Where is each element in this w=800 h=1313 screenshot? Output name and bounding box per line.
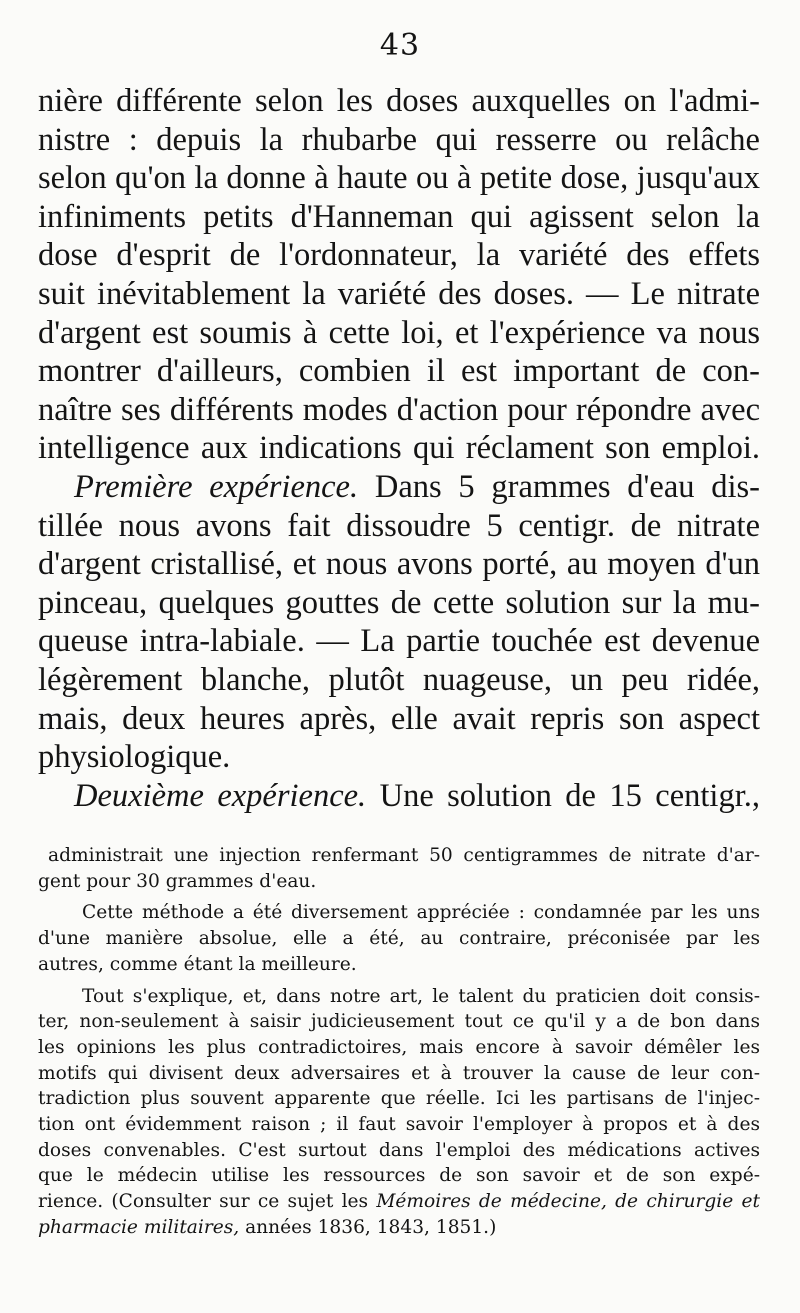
experience-2-first-line-rest: Une solution de 15 centigr., [366, 777, 760, 814]
footnotes [38, 843, 760, 1247]
text-line: physiologique. [38, 739, 231, 776]
text-line: légèrement blanche, plutôt nuageuse, un peu ridée, [38, 661, 760, 698]
text-line: queuse intra-labiale. — La partie touchée est devenue [38, 623, 760, 660]
experience-1-first-line [38, 468, 760, 507]
footnote-line: motifs qui divisent deux adversaires et à trouver la cause de leur con- [38, 1062, 760, 1084]
text-line: tillée nous avons fait dissoudre 5 centigr. de nitrate [38, 507, 760, 544]
footnote-text: rience. (Consulter sur ce sujet les [38, 1191, 377, 1213]
text-line: infiniments petits d'Hanneman qui agissent selon la [38, 198, 760, 235]
footnote-line: ter, non-seulement à saisir judicieusement tout ce qu'il y a de bon dans [38, 1011, 760, 1033]
footnote-paragraph [38, 900, 760, 977]
footnote-line: Cette méthode a été diversement appréciée : condamnée par les uns [82, 902, 760, 924]
footnote-line: administrait une injection renfermant 50 centigrammes de nitrate d'ar- [48, 845, 760, 866]
text-line: pinceau, quelques gouttes de cette solution sur la mu- [38, 584, 760, 621]
experience-1-heading: Première expérience. [74, 468, 359, 505]
footnote-citation-title: Mémoires de médecine, de chirurgie et [376, 1191, 761, 1213]
footnote-citation-title-cont: pharmacie militaires, [38, 1216, 240, 1238]
text-line: selon qu'on la donne à haute ou à petite dose, jusqu'aux [38, 160, 760, 197]
footnote-line: doses convenables. C'est surtout dans l'emploi des médications actives [38, 1139, 760, 1161]
text-line: d'argent est soumis à cette loi, et l'expérience va nous [38, 314, 760, 351]
text-line: dose d'esprit de l'ordonnateur, la variété des effets [38, 237, 760, 274]
text-line: montrer d'ailleurs, combien il est important de con- [38, 353, 760, 390]
footnote-line [38, 1215, 760, 1241]
text-line: intelligence aux indications qui réclament son emploi. [38, 430, 760, 467]
experience-2-heading: Deuxième expérience. [74, 777, 367, 814]
text-line: nière différente selon les doses auxquelles on l'admi- [38, 83, 760, 119]
experience-1-first-line-rest: Dans 5 grammes d'eau dis- [358, 468, 760, 505]
footnote-line: que le médecin utilise les ressources de son savoir et de son expé- [38, 1165, 760, 1187]
footnote-line [38, 1189, 760, 1215]
footnote-paragraph [38, 984, 760, 1241]
page-number: 43 [379, 28, 421, 63]
footnote-line: tradiction plus souvent apparente que réelle. Ici les partisans de l'injec- [38, 1088, 760, 1110]
text-line: d'argent cristallisé, et nous avons porté, au moyen d'un [38, 546, 760, 583]
text-line: suit inévitablement la variété des doses. — Le nitrate [38, 275, 760, 312]
footnote-paragraph [38, 843, 760, 894]
footnote-line: Tout s'explique, et, dans notre art, le talent du praticien doit consis- [82, 985, 760, 1007]
footnote-citation-years: années 1836, 1843, 1851.) [239, 1216, 497, 1238]
footnote-line: d'une manière absolue, elle a été, au contraire, préconisée par les [38, 928, 760, 950]
experience-2-first-line [38, 777, 760, 816]
text-line: naître ses différents modes d'action pour répondre avec [38, 391, 760, 428]
text-line: nistre : depuis la rhubarbe qui resserre ou relâche [38, 121, 760, 158]
main-text [38, 82, 760, 815]
footnote-line: autres, comme étant la meilleure. [38, 953, 357, 975]
footnote-line: tion ont évidemment raison ; il faut savoir l'employer à propos et à des [38, 1114, 760, 1136]
footnote-line: gent pour 30 grammes d'eau. [38, 870, 317, 892]
text-line: mais, deux heures après, elle avait repris son aspect [38, 700, 760, 737]
footnote-line: les opinions les plus contradictoires, mais encore à savoir démêler les [38, 1036, 760, 1058]
